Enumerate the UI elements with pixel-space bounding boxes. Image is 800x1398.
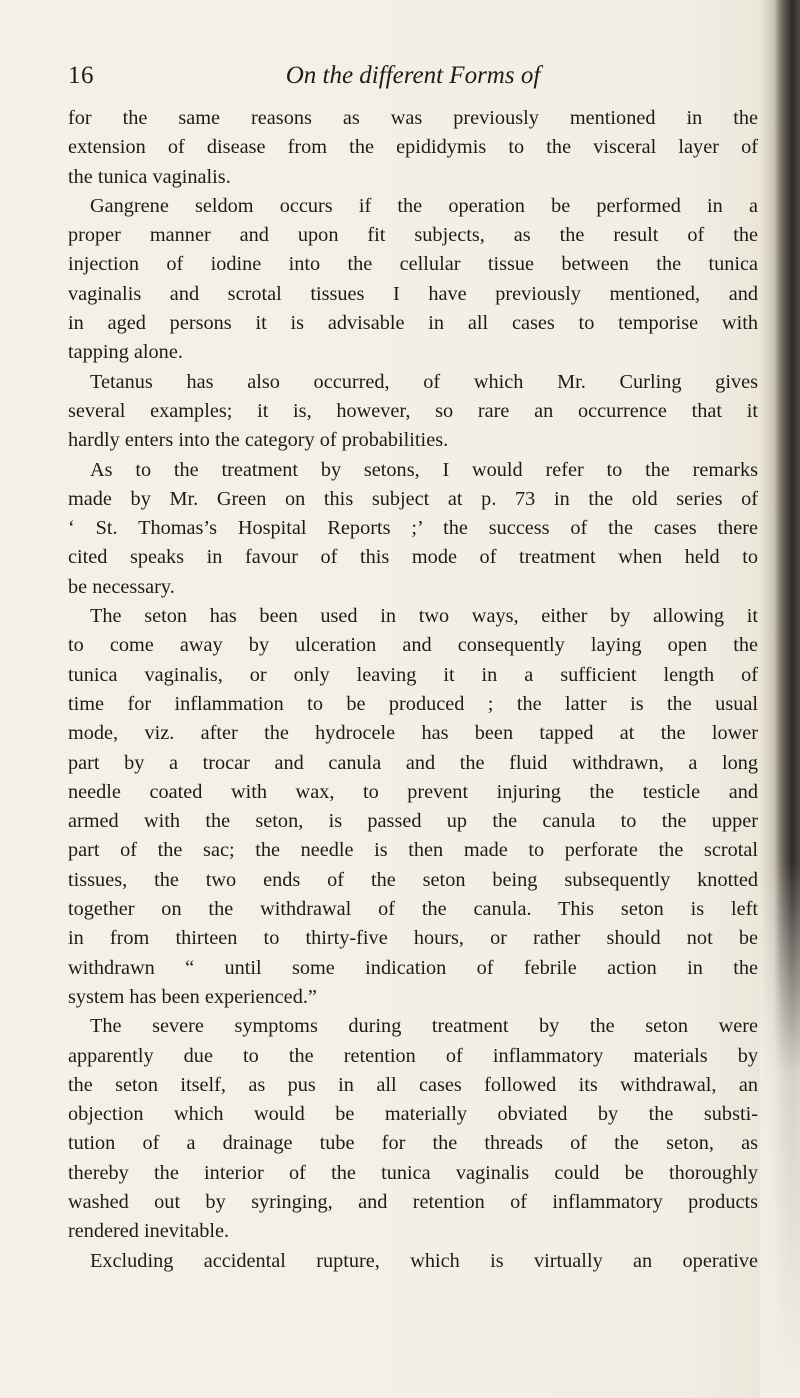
text-line: extension of disease from the epididymis to the visceral layer of: [68, 136, 758, 159]
text-line: time for inflammation to be produced ; the latter is the usual: [68, 692, 758, 715]
text-line: cited speaks in favour of this mode of treatment when held to: [68, 546, 758, 569]
text-line: the seton itself, as pus in all cases followed its withdrawal, an: [68, 1073, 758, 1096]
text-line: tunica vaginalis, or only leaving it in a sufficient length of: [68, 663, 758, 686]
text-line: be necessary.: [68, 575, 175, 598]
text-line: made by Mr. Green on this subject at p. 73 in the old series of: [68, 487, 758, 510]
text-line: part by a trocar and canula and the fluid withdrawn, a long: [68, 751, 758, 774]
text-line: apparently due to the retention of inflammatory materials by: [68, 1044, 758, 1067]
text-line: the tunica vaginalis.: [68, 165, 231, 188]
text-line: vaginalis and scrotal tissues I have previously mentioned, and: [68, 282, 758, 305]
text-line: Gangrene seldom occurs if the operation be performed in a: [90, 194, 758, 217]
text-line: in from thirteen to thirty-five hours, or rather should not be: [68, 927, 758, 950]
text-line: for the same reasons as was previously mentioned in the: [68, 107, 758, 129]
text-line: rendered inevitable.: [68, 1220, 230, 1243]
text-line: in aged persons it is advisable in all cases to temporise with: [68, 312, 758, 335]
text-line: injection of iodine into the cellular tissue between the tunica: [68, 253, 758, 276]
page-header: [68, 58, 758, 98]
body-text: [68, 104, 758, 1276]
text-line: The severe symptoms during treatment by the seton were: [90, 1015, 758, 1038]
text-line: The seton has been used in two ways, either by allowing it: [90, 605, 758, 628]
text-line: to come away by ulceration and consequently laying open the: [68, 634, 758, 657]
text-line: objection which would be materially obviated by the substi-: [68, 1103, 758, 1126]
text-line: system has been experienced.”: [68, 985, 317, 1008]
text-line: proper manner and upon fit subjects, as the result of the: [68, 224, 758, 247]
text-line: part of the sac; the needle is then made to perforate the scrotal: [68, 839, 758, 862]
text-line: needle coated with wax, to prevent injuring the testicle and: [68, 780, 758, 803]
text-line: withdrawn “ until some indication of febrile action in the: [68, 956, 758, 979]
text-line: tution of a drainage tube for the threads of the seton, as: [68, 1132, 758, 1155]
text-line: armed with the seton, is passed up the canula to the upper: [68, 810, 758, 833]
page-edge-fade: [760, 860, 800, 1398]
text-line: mode, viz. after the hydrocele has been tapped at the lower: [68, 722, 758, 745]
text-line: tapping alone.: [68, 341, 183, 364]
text-line: washed out by syringing, and retention of inflammatory products: [68, 1190, 758, 1213]
page-number: 16: [68, 62, 94, 89]
text-line: As to the treatment by setons, I would refer to the remarks: [90, 458, 758, 481]
text-line: together on the withdrawal of the canula. This seton is left: [68, 898, 758, 921]
text-line: thereby the interior of the tunica vaginalis could be thoroughly: [68, 1161, 758, 1184]
text-line: hardly enters into the category of probabilities.: [68, 429, 449, 452]
text-line: Excluding accidental rupture, which is virtually an operative: [90, 1249, 758, 1272]
text-line: tissues, the two ends of the seton being subsequently knotted: [68, 868, 758, 891]
text-line: several examples; it is, however, so rare an occurrence that it: [68, 399, 758, 422]
text-line: ‘ St. Thomas’s Hospital Reports ;’ the success of the cases there: [68, 517, 758, 540]
running-title: On the different Forms of: [285, 62, 541, 89]
text-line: Tetanus has also occurred, of which Mr. Curling gives: [90, 370, 758, 393]
